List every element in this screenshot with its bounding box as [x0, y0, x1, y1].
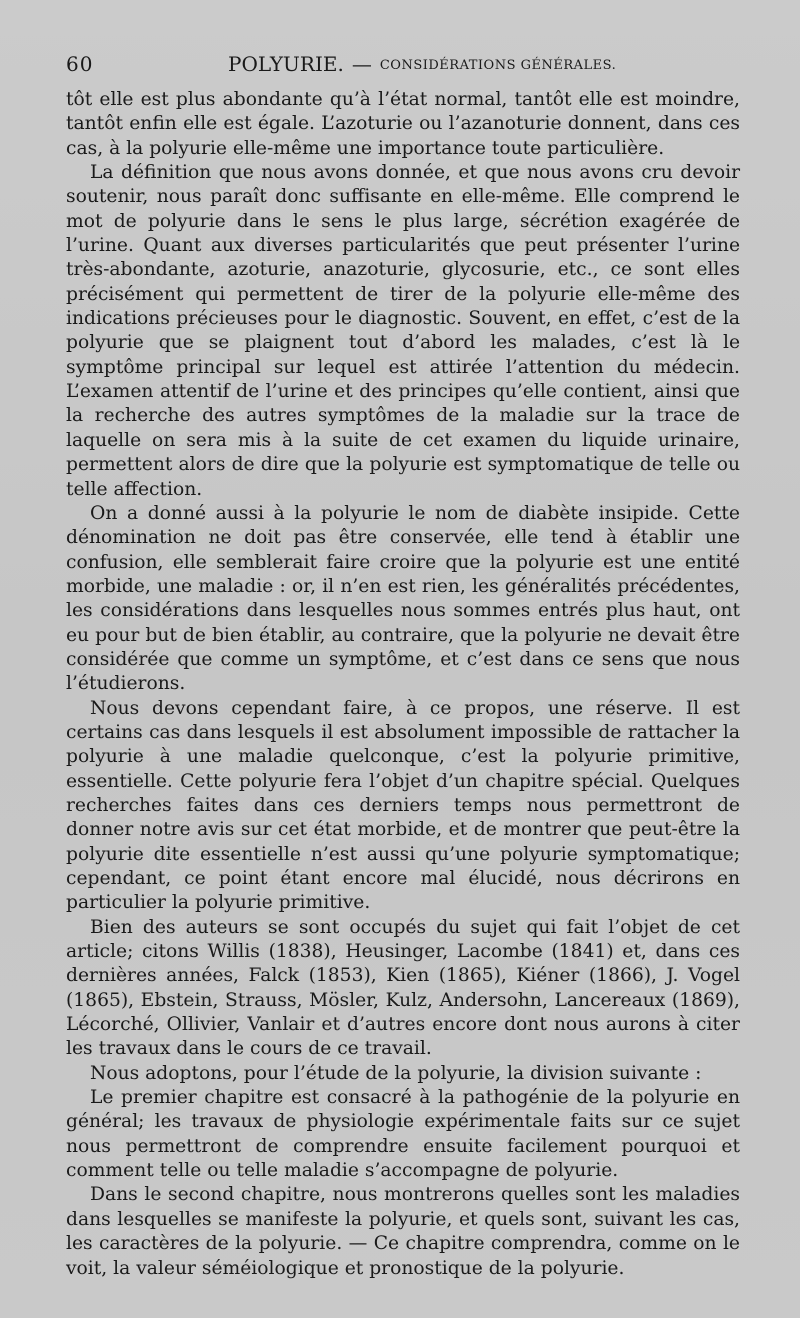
body-text — [66, 88, 740, 1281]
paragraph: La définition que nous avons donnée, et que nous avons cru devoir soutenir, nous paraît donc suffisante en elle-même. Elle comprend le mot de polyurie dans le sens le plus large, sécrétion exagérée de l’urine. Quant aux diverses particularités que peut présenter l’urine très-abondante, azoturie, anazoturie, glycosurie, etc., ce sont elles précisément qui permettent de tirer de la polyurie elle-même des indications précieuses pour le diagnostic. Souvent, en effet, c’est de la polyurie que se plaignent tout d’abord les malades, c’est là le symptôme principal sur lequel est attirée l’attention du médecin. L’examen attentif de l’urine et des principes qu’elle contient, ainsi que la recherche des autres symptômes de la maladie sur la trace de laquelle on sera mis à la suite de cet examen du liquide urinaire, permettent alors de dire que la polyurie est symptomatique de telle ou telle affection. — [66, 162, 740, 500]
paragraph: Dans le second chapitre, nous montrerons quelles sont les maladies dans lesquelles se manifeste la polyurie, et quels sont, suivant les cas, les caractères de la polyurie. — Ce chapitre comprendra, comme on le voit, la valeur séméiologique et pronostique de la polyurie. — [66, 1184, 740, 1279]
paragraph: Nous devons cependant faire, à ce propos, une réserve. Il est certains cas dans lesquels il est absolument impossible de rattacher la polyurie à une maladie quelconque, c’est la polyurie primitive, essentielle. Cette polyurie fera l’objet d’un chapitre spécial. Quelques recherches faites dans ces derniers temps nous permettront de donner notre avis sur cet état morbide, et de montrer que peut-être la polyurie dite essentielle n’est aussi qu’une polyurie symptomatique; cependant, ce point étant encore mal élucidé, nous décrirons en particulier la polyurie primitive. — [66, 697, 740, 914]
running-title-section: CONSIDÉRATIONS GÉNÉRALES. — [379, 58, 617, 73]
running-title-main: POLYURIE. — [228, 52, 344, 76]
running-title-dash: — — [351, 52, 372, 76]
page-header — [66, 52, 740, 82]
paragraph: Nous adoptons, pour l’étude de la polyurie, la division suivante : — [90, 1062, 702, 1084]
running-title — [228, 52, 616, 76]
page-number: 60 — [66, 52, 94, 76]
paragraph: Bien des auteurs se sont occupés du sujet qui fait l’objet de cet article; citons Willis (1838), Heusinger, Lacombe (1841) et, dans ces dernières années, Falck (1853), Kien (1865), Kiéner (1866), J. Vogel (1865), Ebstein, Strauss, Mösler, Kulz, Andersohn, Lancereaux (1869), Lécorché, Ollivier, Vanlair et d’autres encore dont nous aurons à citer les travaux dans le cours de ce travail. — [66, 916, 740, 1060]
paragraph: On a donné aussi à la polyurie le nom de diabète insipide. Cette dénomination ne doit pas être conservée, elle tend à établir une confusion, elle semblerait faire croire que la polyurie est une entité morbide, une maladie : or, il n’en est rien, les généralités précédentes, les considérations dans lesquelles nous sommes entrés plus haut, ont eu pour but de bien établir, au contraire, que la polyurie ne devait être considérée que comme un symptôme, et c’est dans ce sens que nous l’étudierons. — [66, 502, 740, 695]
paragraph-continued: tôt elle est plus abondante qu’à l’état normal, tantôt elle est moindre, tantôt enfin elle est égale. L’azoturie ou l’azanoturie donnent, dans ces cas, à la polyurie elle-même une importance toute particulière. — [66, 89, 740, 159]
paragraph: Le premier chapitre est consacré à la pathogénie de la polyurie en général; les travaux de physiologie expérimentale faits sur ce sujet nous permettront de comprendre ensuite facilement pourquoi et comment telle ou telle maladie s’accompagne de polyurie. — [66, 1087, 740, 1182]
